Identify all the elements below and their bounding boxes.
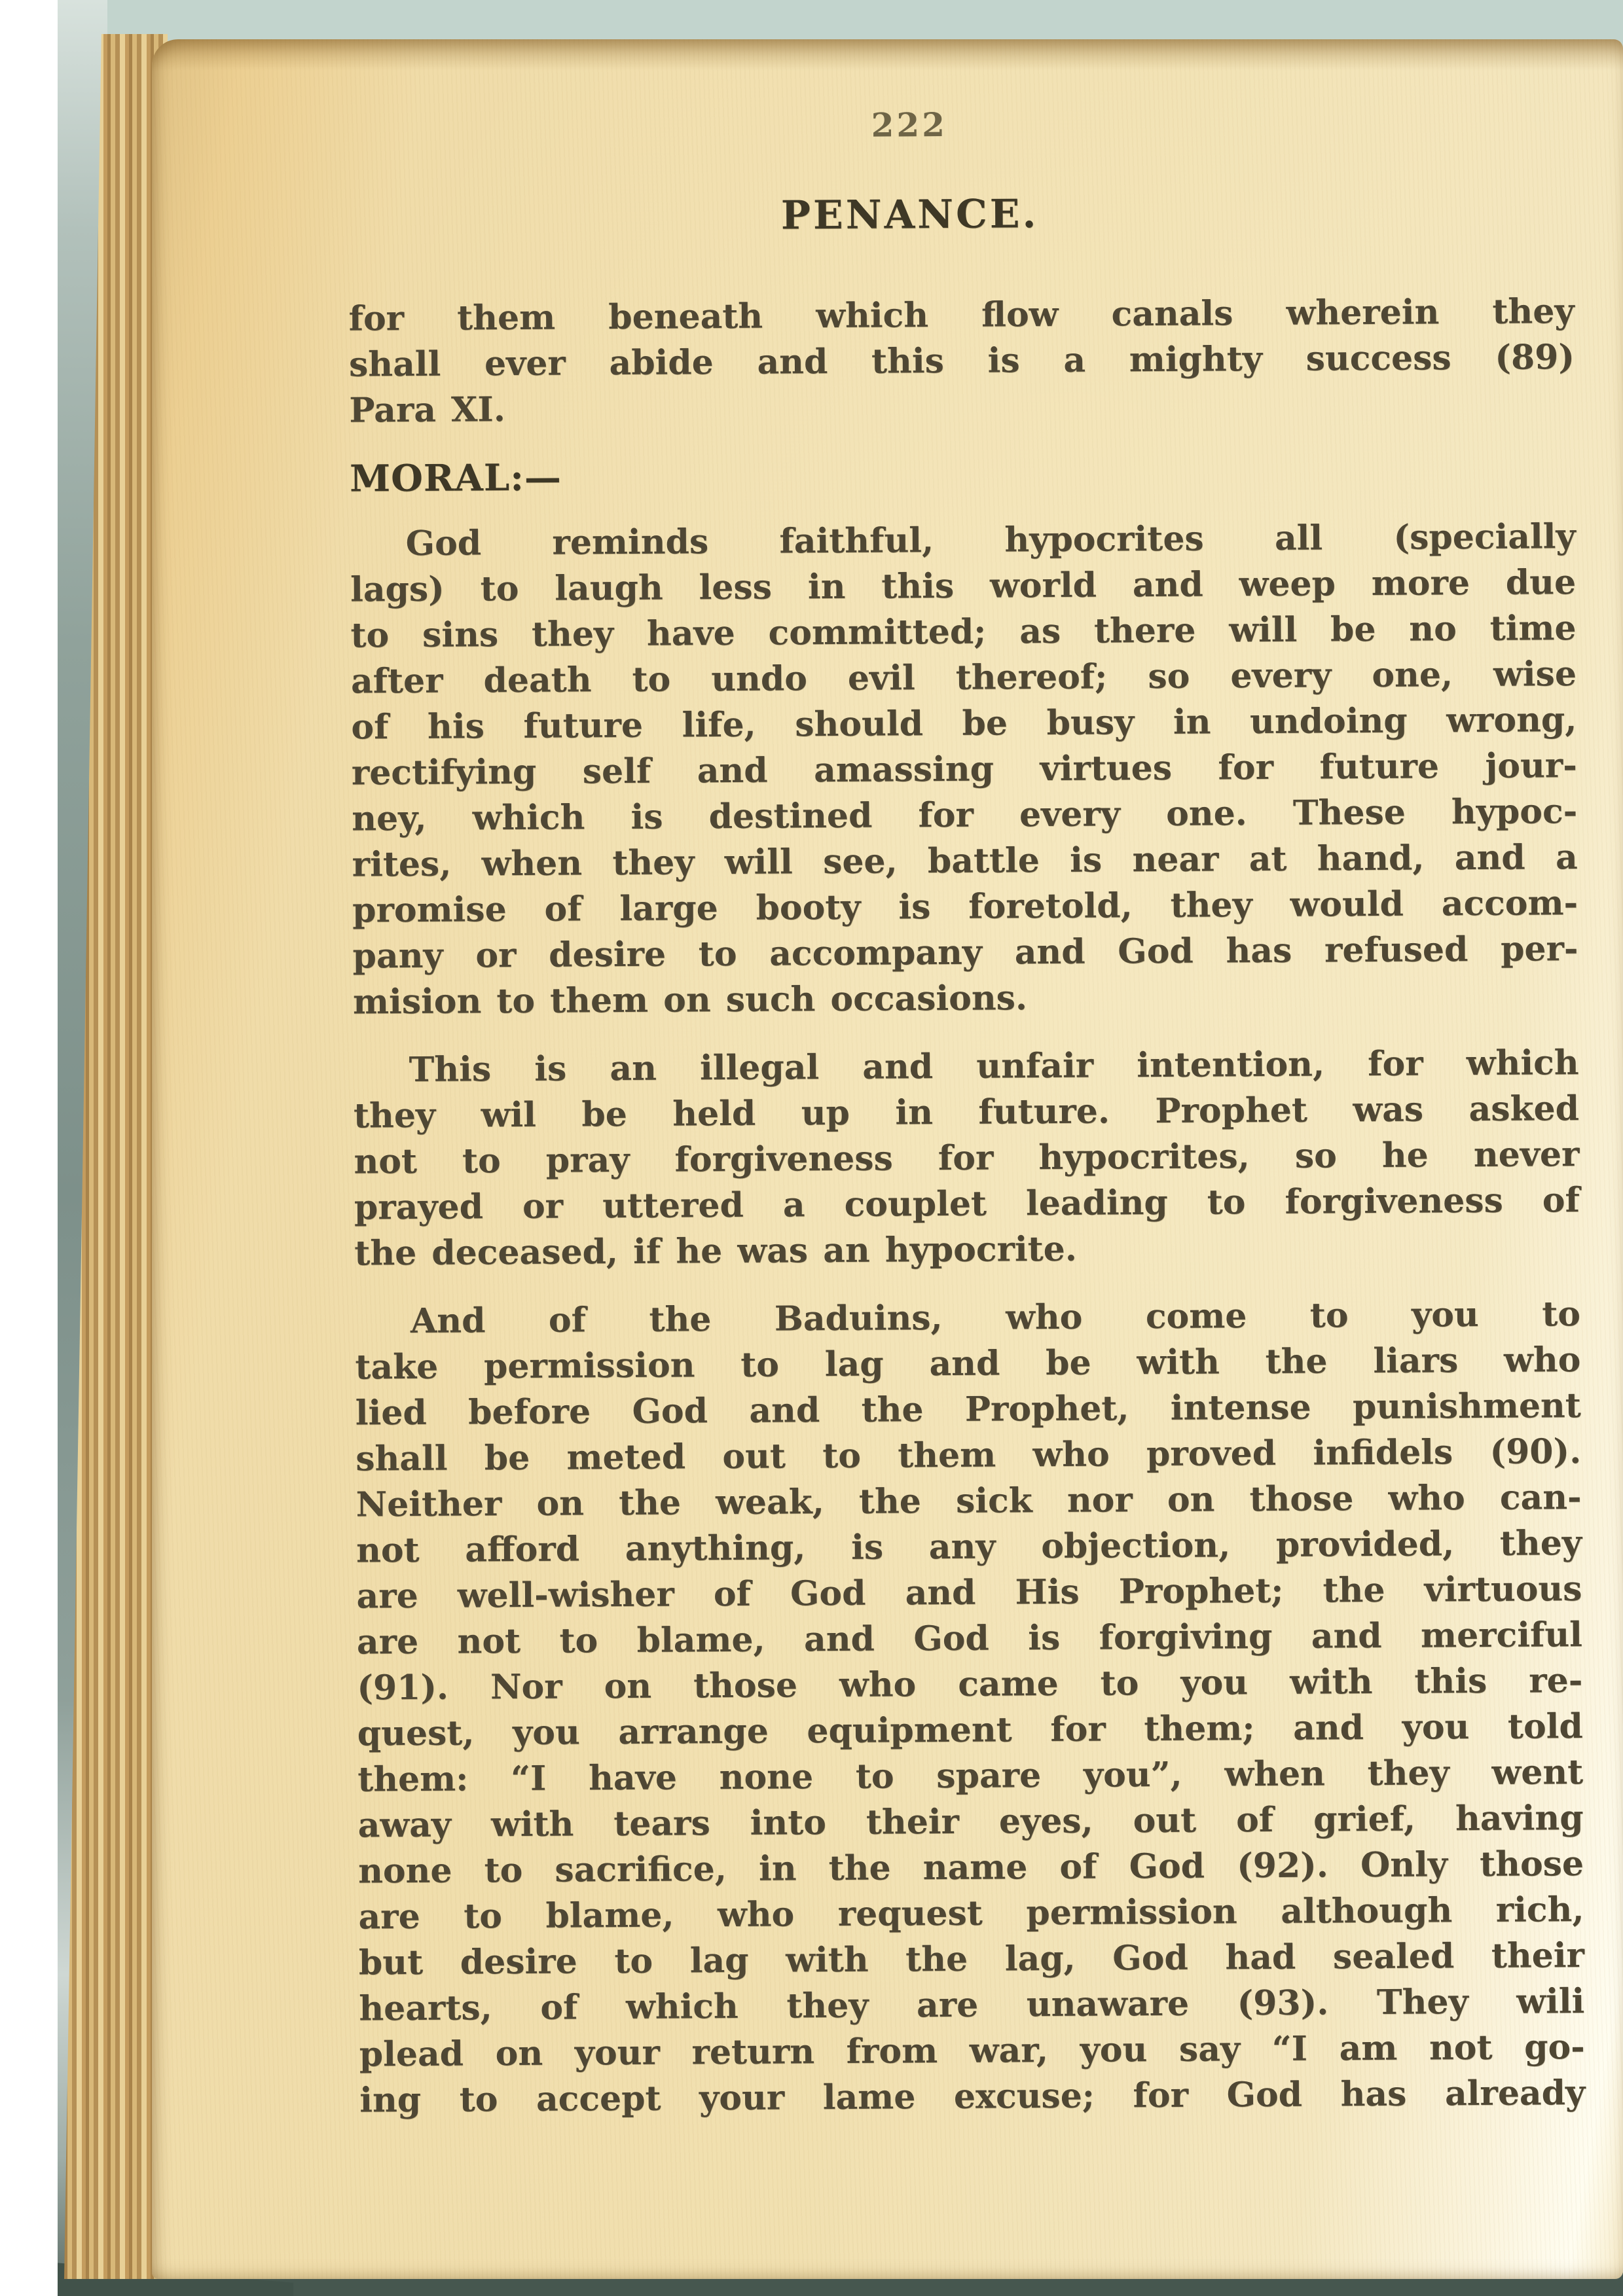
paragraph bbox=[353, 1040, 1580, 1276]
text-line: (91). Nor on those who came to you with this re- bbox=[357, 1660, 1583, 1708]
text-line: are to blame, who request permission although rich, bbox=[358, 1890, 1584, 1937]
page-title: PENANCE. bbox=[780, 191, 1039, 239]
text-line: ney, which is destined for every one. These hypoc- bbox=[352, 791, 1578, 839]
text-line: prayed or uttered a couplet leading to forgiveness of bbox=[354, 1180, 1580, 1228]
text-line: to sins they have committed; as there will be no time bbox=[350, 608, 1577, 656]
text-line: rites, when they will see, battle is near at hand, and a bbox=[352, 837, 1578, 885]
text-line: shall ever abide and this is a mighty success (89) bbox=[348, 337, 1575, 385]
text-line: Neither on the weak, the sick nor on those who can- bbox=[356, 1477, 1582, 1525]
text-line: lied before God and the Prophet, intense punishment bbox=[355, 1386, 1581, 1433]
paragraph bbox=[348, 289, 1575, 433]
text-line: quest, you arrange equipment for them; and you told bbox=[357, 1706, 1583, 1754]
text-line: them: “I have none to spare you”, when they went bbox=[357, 1752, 1584, 1800]
text-line: mision to them on such occasions. bbox=[352, 978, 1028, 1022]
book-page bbox=[152, 39, 1623, 2279]
text-line: Para XI. bbox=[349, 389, 506, 431]
text-line: rectifying self and amassing virtues for future jour- bbox=[351, 745, 1577, 793]
body-text bbox=[348, 289, 1585, 2145]
text-line: after death to undo evil thereof; so every one, wise bbox=[350, 654, 1577, 702]
text-line: plead on your return from war, you say “I am not go- bbox=[359, 2027, 1585, 2075]
text-line: away with tears into their eyes, out of grief, having bbox=[357, 1798, 1584, 1846]
text-line: pany or desire to accompany and God has refused per- bbox=[352, 929, 1578, 977]
text-line: promise of large booty is foretold, they would accom- bbox=[352, 883, 1578, 931]
text-line: And of the Baduins, who come to you to bbox=[410, 1294, 1581, 1342]
text-line: not afford anything, is any objection, provided, they bbox=[356, 1523, 1582, 1571]
text-line: God reminds faithful, hypocrites all (specially bbox=[405, 516, 1576, 564]
text-line: shall be meted out to them who proved infidels (90). bbox=[356, 1431, 1582, 1479]
paragraph bbox=[355, 1291, 1586, 2123]
text-line: but desire to lag with the lag, God had sealed their bbox=[358, 1935, 1585, 1983]
text-line: the deceased, if he was an hypocrite. bbox=[354, 1229, 1078, 1274]
text-line: ing to accept your lame excuse; for God has already bbox=[359, 2073, 1586, 2121]
section-heading: MORAL:— bbox=[349, 456, 562, 501]
text-line: they wil be held up in future. Prophet was asked bbox=[353, 1088, 1580, 1136]
text-line: of his future life, should be busy in undoing wrong, bbox=[351, 700, 1577, 747]
text-line: not to pray forgiveness for hypocrites, so he never bbox=[354, 1134, 1580, 1182]
text-line: hearts, of which they are unaware (93). They wili bbox=[359, 1981, 1585, 2029]
text-line: lags) to laugh less in this world and weep more due bbox=[350, 562, 1577, 610]
text-line: for them beneath which flow canals wherein they bbox=[348, 291, 1575, 339]
text-line: This is an illegal and unfair intention, for which bbox=[409, 1043, 1579, 1090]
text-line: none to sacrifice, in the name of God (92). Only those bbox=[357, 1844, 1584, 1892]
text-line: take permission to lag and be with the liars who bbox=[355, 1340, 1581, 1388]
paragraph bbox=[350, 514, 1578, 1025]
page-number: 222 bbox=[871, 105, 948, 145]
scan-margin-strip bbox=[0, 0, 58, 2296]
text-line: are well-wisher of God and His Prophet; the virtuous bbox=[356, 1569, 1582, 1617]
text-line: are not to blame, and God is forgiving and merciful bbox=[356, 1615, 1583, 1662]
